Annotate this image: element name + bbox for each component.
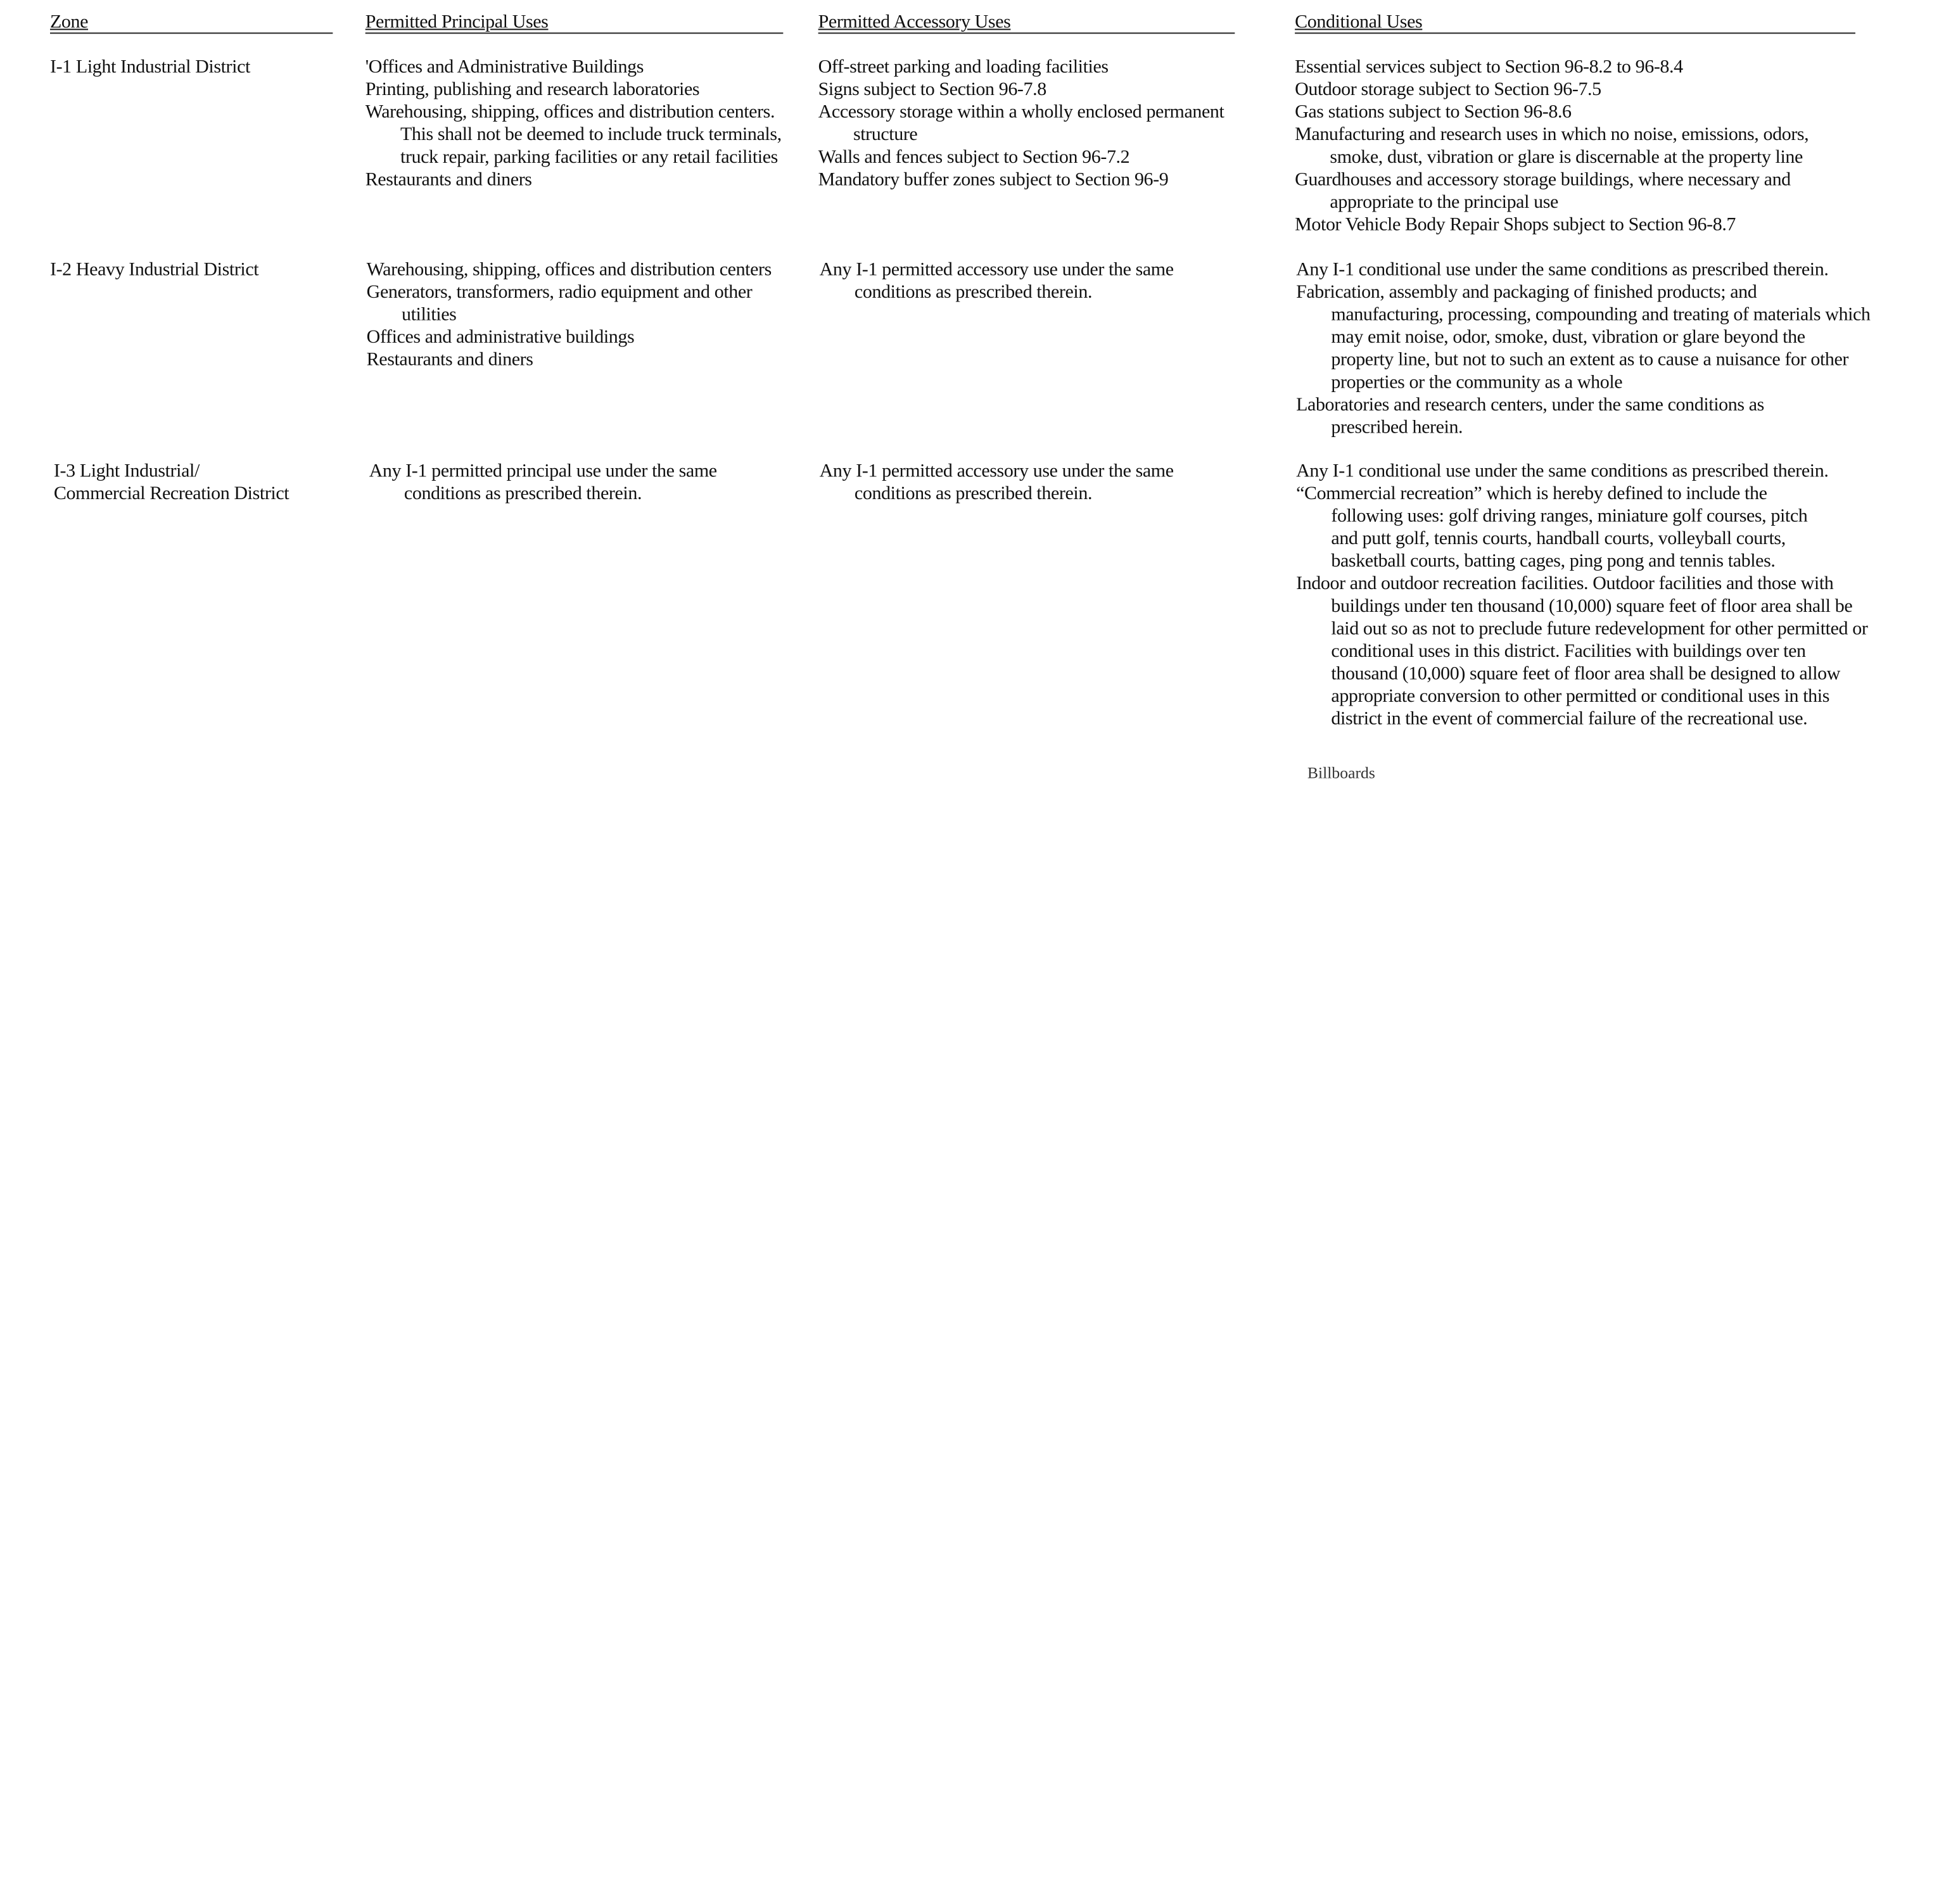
list-item: Restaurants and diners	[365, 168, 532, 191]
zone-i1-name: I-1 Light Industrial District	[50, 56, 250, 78]
header-zone-label: Zone	[50, 11, 89, 33]
zone-i3-name: I-3 Light Industrial/	[53, 460, 200, 482]
principal-i1	[366, 56, 786, 191]
accessory-i1	[818, 56, 1254, 191]
list-item: Printing, publishing and research laboratories	[365, 79, 700, 100]
conditional-i3	[1296, 460, 1872, 731]
footer-note: Billboards	[1307, 763, 1375, 782]
list-item: Indoor and outdoor recreation facilities. Outdoor facilities and those with buildings under ten thousand (10,000) square feet of floor area shall be laid out so as not to preclude future redevelopment for other permitted or conditional uses in this district. Facilities with buildings over ten thousand (10,000) square feet of floor area shall be designed to allow appropriate conversion to other permitted or conditional uses in this district in the event of commercial failure of the recreational use.	[1296, 573, 1868, 730]
list-item: Off-street parking and loading facilities	[818, 56, 1109, 78]
accessory-i2	[820, 259, 1207, 304]
list-item: Guardhouses and accessory storage buildings, where necessary and appropriate to the principal use	[1295, 168, 1791, 213]
zone-i3-name-line2: Commercial Recreation District	[53, 483, 289, 504]
zone-i3	[54, 460, 289, 505]
conditional-i2	[1296, 259, 1872, 439]
header-accessory	[818, 11, 1235, 34]
header-conditional-label: Conditional Uses	[1295, 11, 1423, 33]
header-conditional	[1295, 11, 1855, 34]
list-item: Motor Vehicle Body Repair Shops subject to Section 96-8.7	[1295, 213, 1736, 236]
header-principal	[366, 11, 784, 34]
principal-i3	[369, 460, 745, 505]
header-accessory-label: Permitted Accessory Uses	[818, 11, 1011, 33]
list-item: Warehousing, shipping, offices and distribution centers	[366, 258, 772, 281]
zone-i2-name: I-2 Heavy Industrial District	[50, 258, 259, 281]
accessory-i3	[820, 460, 1207, 505]
list-item: 'Offices and Administrative Buildings	[365, 56, 644, 78]
list-item: Manufacturing and research uses in which no noise, emissions, odors, smoke, dust, vibration or glare is discernable at the property line	[1295, 124, 1809, 168]
principal-i2	[367, 259, 787, 372]
list-item: Outdoor storage subject to Section 96-7.5	[1295, 79, 1601, 100]
list-item: Essential services subject to Section 96-8.2 to 96-8.4	[1295, 56, 1683, 78]
list-item: Warehousing, shipping, offices and distribution centers. This shall not be deemed to include truck terminals, truck repair, parking facilities or any retail facilities	[365, 101, 782, 168]
conditional-i1	[1295, 56, 1855, 236]
list-item: Fabrication, assembly and packaging of finished products; and manufacturing, processing, compounding and treating of materials which may emit noise, odor, smoke, dust, vibration or glare beyond the property line, but not to such an extent as to cause a nuisance for other properties or the community as a whole	[1296, 281, 1871, 393]
list-item: Restaurants and diners	[366, 349, 533, 371]
list-item: “Commercial recreation” which is hereby defined to include the following uses: golf driving ranges, miniature golf courses, pitch and putt golf, tennis courts, handball courts, volleyball courts, basketball courts, batting cages, ping pong and tennis tables.	[1296, 483, 1808, 572]
header-zone	[50, 11, 333, 34]
zone-i2	[50, 259, 258, 282]
list-item: Any I-1 permitted principal use under the same conditions as prescribed therein.	[369, 460, 717, 504]
list-item: Any I-1 conditional use under the same conditions as prescribed therein.	[1296, 460, 1829, 482]
list-item: Mandatory buffer zones subject to Section 96-9	[818, 168, 1169, 191]
list-item: Any I-1 permitted accessory use under the same conditions as prescribed therein.	[819, 460, 1174, 504]
list-item: Offices and administrative buildings	[366, 326, 635, 348]
list-item: Gas stations subject to Section 96-8.6	[1295, 101, 1572, 123]
list-item: Signs subject to Section 96-7.8	[818, 79, 1046, 100]
list-item: Generators, transformers, radio equipment and other utilities	[366, 281, 753, 326]
list-item: Laboratories and research centers, under the same conditions as prescribed herein.	[1296, 394, 1764, 438]
header-principal-label: Permitted Principal Uses	[365, 11, 549, 33]
list-item: Walls and fences subject to Section 96-7.2	[818, 146, 1130, 168]
zone-i1	[50, 56, 250, 79]
list-item: Any I-1 permitted accessory use under the same conditions as prescribed therein.	[819, 258, 1174, 303]
list-item: Accessory storage within a wholly enclosed permanent structure	[818, 101, 1224, 146]
list-item: Any I-1 conditional use under the same conditions as prescribed therein.	[1296, 258, 1829, 281]
